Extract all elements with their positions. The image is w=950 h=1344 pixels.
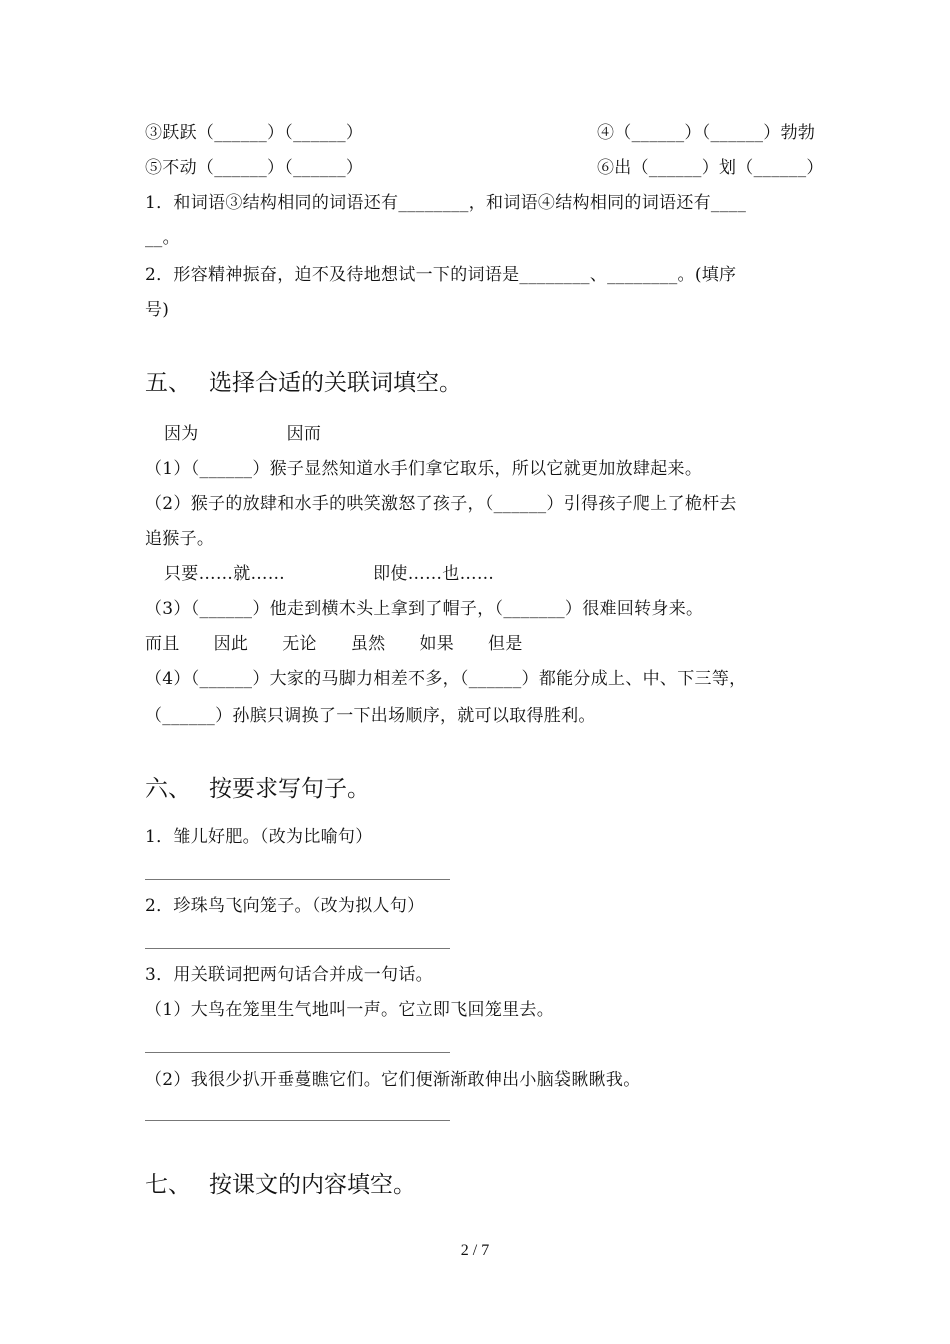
section-7-title: 按课文的内容填空。 bbox=[209, 1172, 416, 1198]
section-6-title: 按要求写句子。 bbox=[209, 776, 370, 802]
word-bank-item: 无论 bbox=[282, 634, 317, 654]
word-bank-item: 因而 bbox=[286, 424, 322, 444]
word-item-6: ⑥出（______）划（______） bbox=[597, 158, 824, 178]
question-6-3-1: （1）大鸟在笼里生气地叫一声。它立即飞回笼里去。 bbox=[145, 1000, 555, 1020]
word-bank-item: 即使……也…… bbox=[373, 564, 495, 584]
question-4-1-line-1: 1．和词语③结构相同的词语还有________，和词语④结构相同的词语还有____ bbox=[145, 193, 747, 213]
word-bank-item: 只要……就…… bbox=[164, 564, 286, 584]
answer-line-6-1[interactable] bbox=[145, 879, 450, 880]
question-6-3: 3．用关联词把两句话合并成一句话。 bbox=[145, 965, 433, 985]
sentence-5-4-line-1: （4）（______）大家的马脚力相差不多，（______）都能分成上、中、下三等， bbox=[145, 669, 747, 689]
word-bank-item: 虽然 bbox=[350, 634, 386, 654]
section-5-heading bbox=[145, 368, 462, 398]
sentence-5-2-line-1: （2）猴子的放肆和水手的哄笑激怒了孩子，（______）引得孩子爬上了桅杆去 bbox=[145, 494, 737, 514]
section-6-heading bbox=[145, 774, 370, 804]
section-7-heading bbox=[145, 1170, 416, 1200]
answer-line-6-3-2[interactable] bbox=[145, 1120, 450, 1121]
question-6-2: 2．珍珠鸟飞向笼子。（改为拟人句） bbox=[145, 896, 425, 916]
answer-line-6-2[interactable] bbox=[145, 948, 450, 949]
word-bank-item: 因为 bbox=[164, 424, 199, 444]
sentence-5-1: （1）（______）猴子显然知道水手们拿它取乐，所以它就更加放肆起来。 bbox=[145, 459, 703, 479]
sentence-5-2-line-2: 追猴子。 bbox=[145, 529, 215, 549]
word-bank-3 bbox=[145, 632, 523, 656]
sentence-5-3: （3）（______）他走到横木头上拿到了帽子，（_______）很难回转身来。 bbox=[145, 599, 704, 619]
word-bank-item: 而且 bbox=[145, 634, 180, 654]
question-6-3-2: （2）我很少扒开垂蔓瞧它们。它们便渐渐敢伸出小脑袋瞅瞅我。 bbox=[145, 1070, 641, 1090]
word-bank-item: 但是 bbox=[488, 634, 523, 654]
section-5-number: 五、 bbox=[145, 370, 191, 396]
question-4-1-line-2: __。 bbox=[145, 228, 180, 248]
question-6-1: 1．雏儿好肥。（改为比喻句） bbox=[145, 827, 373, 847]
word-bank-1 bbox=[164, 422, 321, 446]
question-4-2-line-2: 号) bbox=[145, 300, 170, 320]
section-6-number: 六、 bbox=[145, 776, 191, 802]
section-5-title: 选择合适的关联词填空。 bbox=[209, 370, 462, 396]
word-item-5: ⑤不动（______）（______） bbox=[145, 158, 364, 178]
word-item-3: ③跃跃（______）（______） bbox=[145, 123, 364, 143]
word-bank-item: 如果 bbox=[419, 634, 455, 654]
word-row-1 bbox=[145, 121, 816, 145]
page-number: 2 / 7 bbox=[460, 1242, 490, 1259]
sentence-5-4-line-2: （______）孙膑只调换了一下出场顺序，就可以取得胜利。 bbox=[145, 706, 596, 726]
word-row-2 bbox=[145, 156, 824, 180]
word-bank-2 bbox=[164, 562, 494, 586]
section-7-number: 七、 bbox=[145, 1172, 191, 1198]
word-item-4: ④（______）（______）勃勃 bbox=[597, 123, 816, 143]
question-4-2-line-1: 2．形容精神振奋，迫不及待地想试一下的词语是________、________。(填序 bbox=[145, 265, 737, 285]
answer-line-6-3-1[interactable] bbox=[145, 1052, 450, 1053]
word-bank-item: 因此 bbox=[213, 634, 249, 654]
